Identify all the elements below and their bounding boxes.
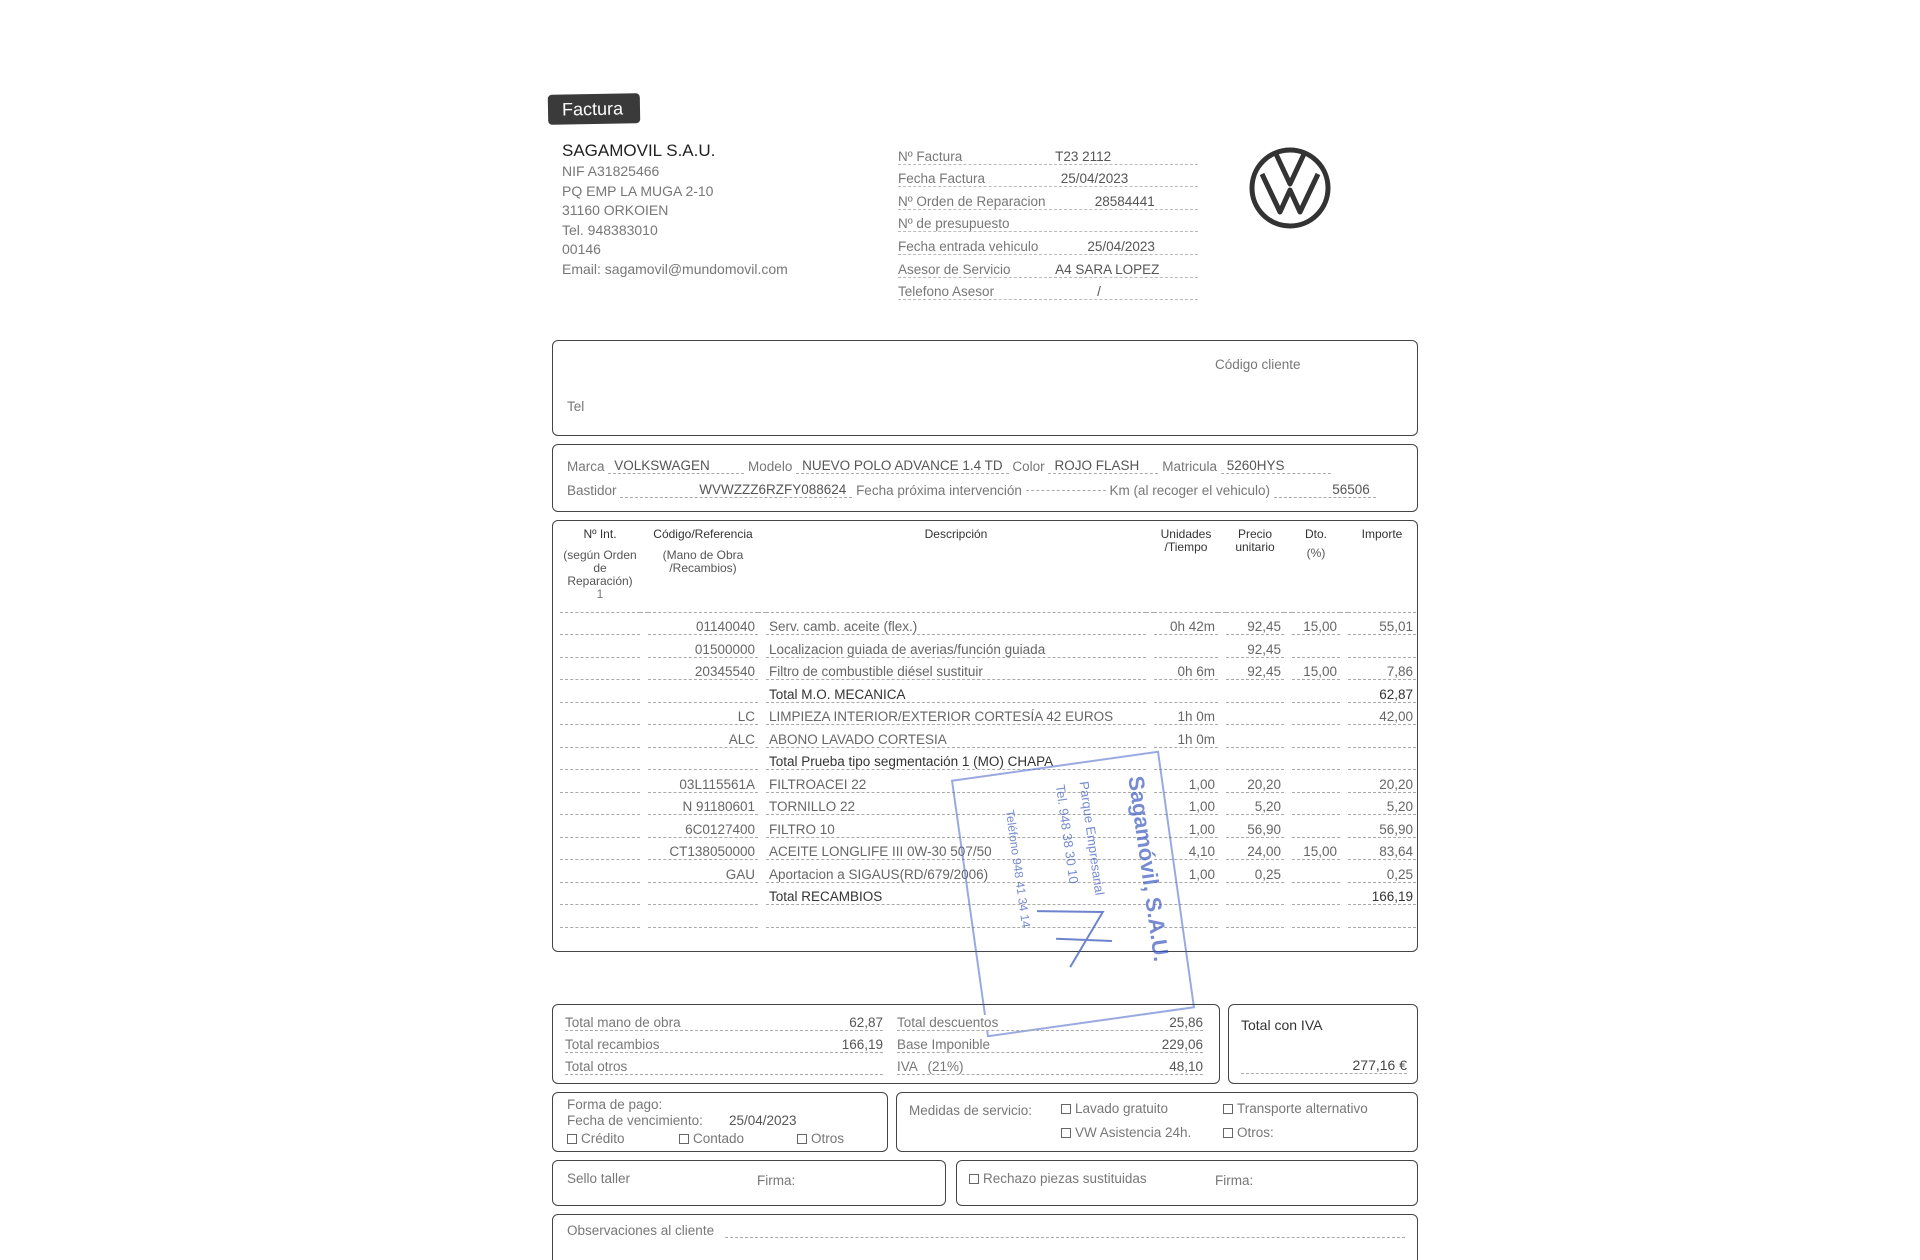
row-units-cell: 1h 0m [1154, 702, 1218, 725]
stamp-signature-icon [1029, 881, 1121, 981]
workshop-seal-box [552, 1160, 946, 1206]
next-date-value [1026, 490, 1106, 491]
row-int-cell [560, 612, 640, 635]
total-parts-value: 166,19 [841, 1037, 883, 1052]
row-code-cell: CT138050000 [648, 837, 758, 860]
row-code-cell [648, 747, 758, 770]
table-row [560, 725, 1416, 748]
service-assistance[interactable] [1061, 1125, 1191, 1140]
vat-label: IVA [897, 1059, 924, 1074]
row-units-cell: 0h 42m [1154, 612, 1218, 635]
col-code-title: Código/Referencia [653, 527, 753, 541]
row-code-cell: ALC [648, 725, 758, 748]
row-amount-cell: 62,87 [1348, 680, 1416, 703]
row-price-cell [1226, 882, 1284, 905]
row-price-cell: 92,45 [1226, 635, 1284, 658]
meta-value: 25/04/2023 [1087, 238, 1155, 254]
service-other[interactable] [1223, 1125, 1274, 1140]
row-desc-cell: Aportacion a SIGAUS(RD/679/2006) [766, 860, 1146, 883]
meta-label: Telefono Asesor [898, 284, 1000, 299]
volkswagen-logo-icon [1248, 146, 1332, 230]
checkbox-icon[interactable] [1061, 1128, 1071, 1138]
row-amount-cell: 55,01 [1348, 612, 1416, 635]
payment-other-label: Otros [811, 1131, 845, 1146]
row-int-cell [560, 657, 640, 680]
row-code-cell: 03L115561A [648, 770, 758, 793]
observations-line [725, 1237, 1405, 1238]
total-discounts-label: Total descuentos [897, 1015, 1004, 1030]
row-amount-cell: 56,90 [1348, 815, 1416, 838]
meta-label: Nº Factura [898, 149, 968, 164]
table-row [560, 635, 1416, 658]
payment-label: Forma de pago: [567, 1097, 663, 1112]
payment-credit-label: Crédito [581, 1131, 625, 1146]
checkbox-icon[interactable] [797, 1134, 807, 1144]
table-row [560, 612, 1416, 635]
checkbox-icon[interactable] [1061, 1104, 1071, 1114]
row-amount-cell: 83,64 [1348, 837, 1416, 860]
row-code-cell: LC [648, 702, 758, 725]
row-desc-cell: Total Prueba tipo segmentación 1 (MO) CHAPA [766, 747, 1146, 770]
row-price-cell [1226, 725, 1284, 748]
row-dto-cell [1292, 882, 1340, 905]
stamp-name: Sagamóvil, S.A.U. [1123, 774, 1175, 964]
row-amount-cell: 7,86 [1348, 657, 1416, 680]
row-desc-cell: ABONO LAVADO CORTESIA [766, 725, 1146, 748]
km-label: Km (al recoger el vehiculo) [1109, 482, 1271, 498]
row-units-cell: 1,00 [1154, 860, 1218, 883]
row-amount-cell: 20,20 [1348, 770, 1416, 793]
row-units-cell: 1h 0m [1154, 725, 1218, 748]
col-dto-header [1292, 528, 1340, 604]
service-assistance-label: VW Asistencia 24h. [1075, 1125, 1192, 1140]
row-dto-cell [1292, 725, 1340, 748]
matricula-label: Matricula [1162, 458, 1217, 474]
row-desc-cell: FILTROACEI 22 [766, 770, 1146, 793]
vat-value: 48,10 [1169, 1059, 1203, 1074]
row-price-cell [1226, 680, 1284, 703]
col-dto-title: Dto. [1304, 527, 1327, 541]
col-price-header: Precio unitario [1235, 527, 1275, 554]
row-dto-cell [1292, 680, 1340, 703]
client-code-label: Código cliente [1215, 357, 1301, 372]
payment-credit[interactable] [567, 1131, 625, 1146]
row-amount-cell [1348, 747, 1416, 770]
meta-row [898, 210, 1198, 233]
checkbox-icon[interactable] [1223, 1104, 1233, 1114]
vehicle-line-2 [567, 479, 1376, 501]
vehicle-line-1 [567, 455, 1331, 477]
row-desc-cell: Total M.O. MECANICA [766, 680, 1146, 703]
row-int-cell [560, 815, 640, 838]
row-price-cell: 5,20 [1226, 792, 1284, 815]
row-desc-cell: TORNILLO 22 [766, 792, 1146, 815]
signature-label: Firma: [757, 1173, 796, 1188]
meta-label: Fecha entrada vehiculo [898, 239, 1044, 254]
row-int-cell [560, 680, 640, 703]
row-code-cell: 01140040 [648, 612, 758, 635]
row-units-cell [1154, 747, 1218, 770]
row-code-cell: 01500000 [648, 635, 758, 658]
meta-row [898, 278, 1198, 301]
total-discounts-value: 25,86 [1169, 1015, 1203, 1030]
row-int-cell [560, 702, 640, 725]
total-labor-value: 62,87 [849, 1015, 883, 1030]
company-city: 31160 ORKOIEN [562, 202, 669, 218]
col-int-header [560, 528, 640, 604]
payment-cash-label: Contado [693, 1131, 745, 1146]
row-dto-cell [1292, 792, 1340, 815]
payment-cash[interactable] [679, 1131, 744, 1146]
row-desc-cell: FILTRO 10 [766, 815, 1146, 838]
observations-box [552, 1214, 1418, 1260]
table-row [560, 747, 1416, 770]
row-amount-cell: 0,25 [1348, 860, 1416, 883]
row-price-cell: 92,45 [1226, 657, 1284, 680]
service-wash[interactable] [1061, 1101, 1168, 1116]
table-row [560, 702, 1416, 725]
row-amount-cell: 5,20 [1348, 792, 1416, 815]
color-value: ROJO FLASH [1048, 458, 1158, 474]
row-dto-cell [1292, 747, 1340, 770]
row-desc-cell: ACEITE LONGLIFE III 0W-30 507/50 [766, 837, 1146, 860]
total-labor-label: Total mano de obra [565, 1015, 687, 1030]
row-units-cell: 1,00 [1154, 770, 1218, 793]
total-vat-value: 277,16 € [1241, 1057, 1407, 1074]
client-box [552, 340, 1418, 436]
company-address: PQ EMP LA MUGA 2-10 [562, 182, 714, 199]
row-amount-cell [1348, 725, 1416, 748]
meta-label: Fecha Factura [898, 171, 991, 186]
signature-label: Firma: [1215, 1173, 1254, 1188]
service-other-label: Otros: [1237, 1125, 1274, 1140]
document-type-tab: Factura [548, 93, 641, 125]
invoice-meta [898, 142, 1198, 300]
meta-label: Nº Orden de Reparacion [898, 194, 1052, 209]
meta-value: 28584441 [1094, 193, 1155, 209]
observations-label: Observaciones al cliente [567, 1223, 715, 1238]
summary-box [552, 1004, 1220, 1084]
items-header-row [560, 528, 1416, 604]
checkbox-icon[interactable] [567, 1134, 577, 1144]
marca-value: VOLKSWAGEN [608, 458, 744, 474]
rejection-box [956, 1160, 1418, 1206]
row-int-cell [560, 860, 640, 883]
next-date-label: Fecha próxima intervención [856, 482, 1022, 498]
company-name: SAGAMOVIL S.A.U. [562, 141, 716, 160]
table-row [560, 680, 1416, 703]
row-code-cell [648, 680, 758, 703]
client-tel-label: Tel [567, 399, 585, 414]
row-code-cell: N 91180601 [648, 792, 758, 815]
col-units-header: Unidades /Tiempo [1160, 527, 1212, 554]
tax-base-value: 229,06 [1161, 1037, 1203, 1052]
bastidor-value: WVWZZZ6RZFY088624 [620, 482, 852, 498]
row-price-cell [1226, 702, 1284, 725]
modelo-value: NUEVO POLO ADVANCE 1.4 TD [796, 458, 1009, 474]
row-units-cell: 0h 6m [1154, 657, 1218, 680]
row-desc-cell: Localizacion guiada de averias/función guiada [766, 635, 1146, 658]
row-dto-cell: 15,00 [1292, 657, 1340, 680]
col-desc-header: Descripción [924, 527, 988, 541]
row-dto-cell: 15,00 [1292, 837, 1340, 860]
payment-box [552, 1092, 888, 1152]
company-phone: Tel. 948383010 [562, 221, 658, 238]
row-units-cell: 1,00 [1154, 815, 1218, 838]
row-desc-cell: Total RECAMBIOS [766, 882, 1146, 905]
total-other-label: Total otros [565, 1059, 633, 1074]
matricula-value: 5260HYS [1221, 458, 1331, 474]
meta-value: 25/04/2023 [1060, 171, 1129, 187]
meta-row [898, 187, 1198, 210]
meta-value: / [1097, 284, 1101, 300]
services-label: Medidas de servicio: [909, 1103, 1033, 1118]
col-int-title: Nº Int. [583, 527, 617, 541]
row-units-cell [1154, 680, 1218, 703]
row-int-cell [560, 770, 640, 793]
stamp-line-1: Parque Empresarial [1076, 780, 1108, 897]
company-stamp [951, 751, 1195, 1038]
col-int-value: 1 [596, 587, 604, 601]
row-int-cell [560, 837, 640, 860]
vat-percent: (21%) [927, 1059, 964, 1074]
row-code-cell: 6C0127400 [648, 815, 758, 838]
services-box [896, 1092, 1418, 1152]
service-transport-label: Transporte alternativo [1237, 1101, 1368, 1116]
workshop-seal-label: Sello taller [567, 1171, 631, 1186]
meta-row [898, 255, 1198, 278]
row-int-cell [560, 635, 640, 658]
row-price-cell: 56,90 [1226, 815, 1284, 838]
row-int-cell [560, 792, 640, 815]
summary-left [565, 1009, 883, 1075]
row-dto-cell [1292, 635, 1340, 658]
total-vat-label: Total con IVA [1241, 1017, 1323, 1033]
col-code-header [648, 528, 758, 604]
checkbox-icon[interactable] [1223, 1128, 1233, 1138]
km-value: 56506 [1274, 482, 1376, 498]
row-price-cell: 24,00 [1226, 837, 1284, 860]
checkbox-icon[interactable] [969, 1174, 979, 1184]
vehicle-box [552, 444, 1418, 512]
tax-base-label: Base Imponible [897, 1037, 996, 1052]
meta-value: T23 2112 [1055, 148, 1112, 164]
due-date-value: 25/04/2023 [729, 1113, 797, 1128]
meta-row [898, 142, 1198, 165]
col-code-subtitle: (Mano de Obra /Recambios) [662, 548, 744, 575]
row-dto-cell [1292, 770, 1340, 793]
checkbox-icon[interactable] [679, 1134, 689, 1144]
col-dto-subtitle: (%) [1306, 546, 1326, 560]
summary-right [897, 1009, 1203, 1075]
row-code-cell: GAU [648, 860, 758, 883]
stamp-line-2: Tel. 948 38 30 10 [1052, 783, 1082, 885]
service-wash-label: Lavado gratuito [1075, 1101, 1169, 1116]
meta-label: Nº de presupuesto [898, 216, 1016, 231]
row-desc-cell: Filtro de combustible diésel sustituir [766, 657, 1146, 680]
row-units-cell: 1,00 [1154, 792, 1218, 815]
meta-row [898, 165, 1198, 188]
row-price-cell: 92,45 [1226, 612, 1284, 635]
company-info [562, 140, 788, 279]
row-price-cell: 20,20 [1226, 770, 1284, 793]
stamp-line-3: Teléfono 948 41 34 14 [1002, 809, 1034, 929]
row-price-cell: 0,25 [1226, 860, 1284, 883]
total-box [1228, 1004, 1418, 1084]
meta-row [898, 232, 1198, 255]
row-int-cell [560, 747, 640, 770]
payment-other[interactable] [797, 1131, 844, 1146]
rejection-option[interactable] [969, 1171, 1147, 1186]
rejection-label: Rechazo piezas sustituidas [983, 1171, 1147, 1186]
company-nif: NIF A31825466 [562, 163, 660, 179]
row-units-cell: 4,10 [1154, 837, 1218, 860]
modelo-label: Modelo [748, 458, 793, 474]
row-code-cell: 20345540 [648, 657, 758, 680]
row-desc-cell: Serv. camb. aceite (flex.) [766, 612, 1146, 635]
col-int-subtitle: (según Orden de Reparación) [563, 548, 637, 588]
row-desc-cell: LIMPIEZA INTERIOR/EXTERIOR CORTESÍA 42 EUROS [766, 702, 1146, 725]
row-int-cell [560, 725, 640, 748]
marca-label: Marca [567, 458, 605, 474]
row-price-cell [1226, 747, 1284, 770]
meta-value: A4 SARA LOPEZ [1055, 261, 1160, 277]
row-units-cell [1154, 635, 1218, 658]
row-amount-cell: 166,19 [1348, 882, 1416, 905]
row-dto-cell [1292, 702, 1340, 725]
service-transport[interactable] [1223, 1101, 1368, 1116]
table-row [560, 657, 1416, 680]
company-email: Email: sagamovil@mundomovil.com [562, 260, 788, 277]
company-code: 00146 [562, 241, 601, 257]
row-int-cell [560, 882, 640, 905]
row-code-cell [648, 882, 758, 905]
meta-label: Asesor de Servicio [898, 262, 1017, 277]
color-label: Color [1012, 458, 1045, 474]
row-dto-cell [1292, 815, 1340, 838]
due-date-label: Fecha de vencimiento: [567, 1113, 703, 1128]
row-dto-cell: 15,00 [1292, 612, 1340, 635]
row-amount-cell: 42,00 [1348, 702, 1416, 725]
col-imp-header: Importe [1361, 527, 1403, 541]
row-dto-cell [1292, 860, 1340, 883]
total-parts-label: Total recambios [565, 1037, 666, 1052]
bastidor-label: Bastidor [567, 482, 617, 498]
row-amount-cell [1348, 635, 1416, 658]
